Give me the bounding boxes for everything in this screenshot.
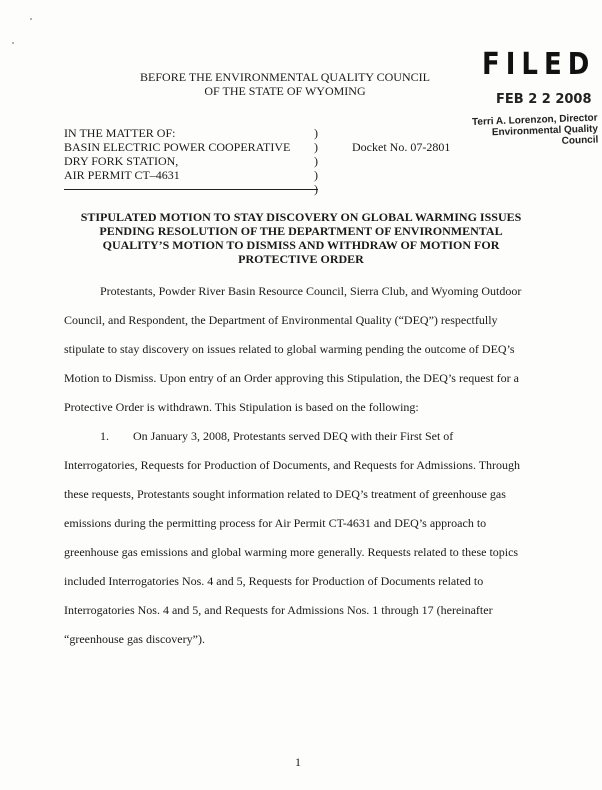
docket-number: Docket No. 07-2801 (352, 140, 451, 154)
body-line: Interrogatories, Requests for Production of Documents, and Requests for Admissions. Through (64, 458, 521, 472)
paren: ) (314, 126, 318, 140)
paren: ) (314, 168, 318, 182)
body-line: included Interrogatories Nos. 4 and 5, Requests for Production of Documents related to (64, 574, 484, 588)
body-line: stipulate to stay discovery on issues related to global warming pending the outcome of DEQ’s (64, 342, 515, 356)
body-line: emissions during the permitting process for Air Permit CT-4631 and DEQ’s approach to (64, 516, 487, 530)
body-line: 1. On January 3, 2008, Protestants served DEQ with their First Set of (100, 429, 454, 443)
caption-parens (314, 126, 318, 196)
title-line: STIPULATED MOTION TO STAY DISCOVERY ON GLOBAL WARMING ISSUES (80, 210, 522, 224)
body-line: Motion to Dismiss. Upon entry of an Order approving this Stipulation, the DEQ’s request for a (64, 371, 519, 385)
council-header (120, 70, 450, 98)
director-stamp (457, 113, 598, 151)
caption-line: DRY FORK STATION, (64, 154, 179, 168)
caption-line: IN THE MATTER OF: (64, 126, 176, 140)
council-line-1: BEFORE THE ENVIRONMENTAL QUALITY COUNCIL (140, 70, 430, 84)
filed-stamp: FILED (482, 47, 596, 83)
body-line: these requests, Protestants sought information related to DEQ’s treatment of greenhouse gas (64, 487, 506, 501)
paren: ) (314, 140, 318, 154)
filed-date: FEB 2 2 2008 (496, 92, 592, 107)
paren: ) (314, 182, 318, 196)
caption-line: AIR PERMIT CT–4631 (64, 168, 180, 182)
scan-speck (30, 18, 32, 20)
body-line: “greenhouse gas discovery”). (64, 632, 205, 646)
title-line: PENDING RESOLUTION OF THE DEPARTMENT OF ENVIRONMENTAL (99, 224, 503, 238)
caption-line: BASIN ELECTRIC POWER COOPERATIVE (64, 140, 291, 154)
page-number: 1 (295, 755, 301, 769)
caption-rule (64, 189, 318, 190)
title-line: QUALITY’S MOTION TO DISMISS AND WITHDRAW OF MOTION FOR (102, 238, 500, 252)
scan-speck (12, 42, 14, 44)
body-line: Protective Order is withdrawn. This Stipulation is based on the following: (64, 400, 419, 414)
case-caption (64, 126, 304, 182)
body-line: greenhouse gas emissions and global warming more generally. Requests related to these topics (64, 545, 519, 559)
council-line-2: OF THE STATE OF WYOMING (204, 84, 366, 98)
director-name: Terri A. Lorenzon, Director (471, 112, 598, 128)
paren: ) (314, 154, 318, 168)
body-line: Council, and Respondent, the Department of Environmental Quality (“DEQ”) respectfully (64, 313, 498, 327)
motion-title (60, 210, 542, 266)
body-line: Interrogatories Nos. 4 and 5, and Requests for Admissions Nos. 1 through 17 (hereinafter (64, 603, 493, 617)
title-line: PROTECTIVE ORDER (238, 252, 364, 266)
director-org: Environmental Quality Council (491, 123, 599, 147)
body-line: Protestants, Powder River Basin Resource Council, Sierra Club, and Wyoming Outdoor (100, 284, 522, 298)
